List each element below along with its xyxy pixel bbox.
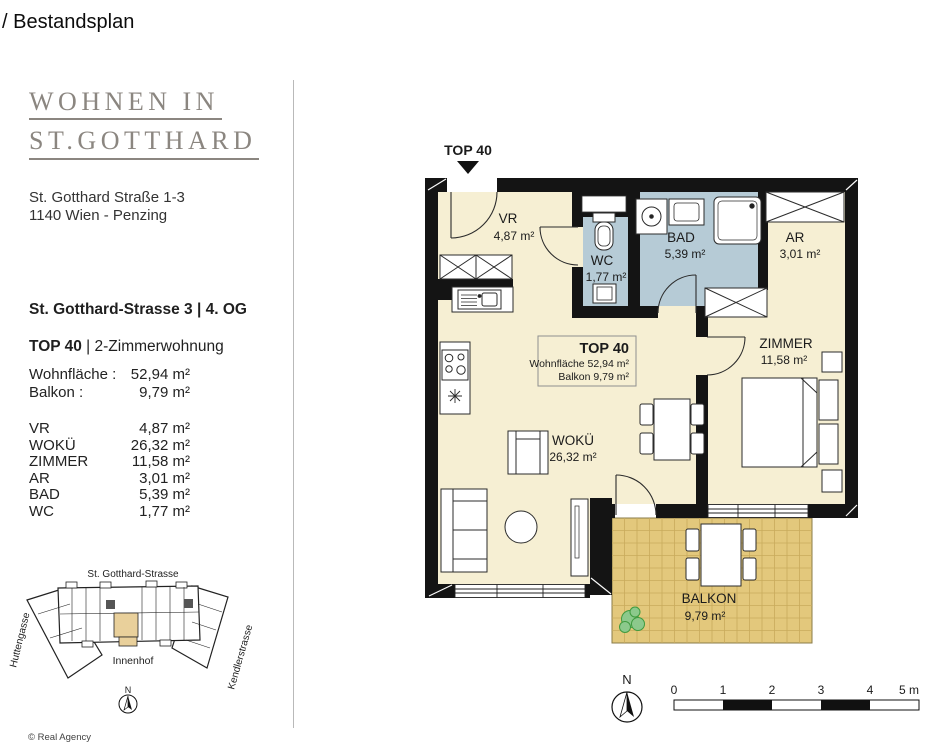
bedroom-window [708,505,808,518]
room-label-wokü: WOKÜ [552,433,594,448]
room-area-ar: 3,01 m² [779,247,821,261]
summary-label: Balkon : [29,383,84,401]
room-value: 4,87 m² [139,420,190,437]
scale-bar [671,683,919,710]
storage-wardrobe [766,192,844,222]
room-area-table [29,421,190,521]
page-title: / Bestandsplan [2,11,135,33]
unit-title [29,338,224,356]
room-value: 11,58 m² [131,453,190,471]
kitchen-stove [440,342,470,414]
unit-type: | 2-Zimmerwohnung [81,338,224,355]
logo-line-2: ST.GOTTHARD [29,127,259,159]
room-value: 5,39 m² [139,486,190,504]
area-summary [29,366,190,401]
room-label-ar: AR [785,230,805,245]
project-address [29,189,185,225]
room-row [29,504,190,521]
scale-tick-1: 1 [719,683,727,697]
tv-board [571,499,588,576]
site-plan [5,555,287,730]
summary-value: 52,94 m² [130,366,190,383]
site-compass-icon [119,685,137,713]
living-room-window [455,585,585,598]
room-label: VR [29,420,50,437]
armchair [508,431,548,474]
room-value: 3,01 m² [139,469,190,487]
logo-line-1: WOHNEN IN [29,88,222,120]
room-label-vr: VR [498,211,518,226]
scale-tick-3: 3 [817,683,825,697]
sofa [441,489,487,572]
room-area-vr: 4,87 m² [493,229,535,243]
room-label-balkon: BALKON [681,591,737,606]
nightstand [819,380,838,420]
logo [29,88,259,160]
shower [714,197,761,244]
site-compass-label: N [124,685,132,695]
toilet [593,213,615,250]
bath-basin [669,199,704,225]
address-line-2: 1140 Wien - Penzing [29,207,168,224]
room-area-zimmer: 11,58 m² [760,353,808,367]
room-label: WOKÜ [29,436,76,454]
street-label-right: Kendlerstrasse [226,623,256,691]
info-box-balcony-area: Balkon 9,79 m² [558,371,629,383]
nightstand [819,424,838,464]
summary-row [29,366,190,384]
room-label-bad: BAD [667,230,695,245]
room-value: 26,32 m² [130,436,190,454]
room-row [29,454,190,471]
room-label: AR [29,469,50,487]
floor-plan [410,130,930,752]
unit-location: St. Gotthard-Strasse 3 | 4. OG [29,301,247,318]
kitchen-sink-counter [452,287,513,312]
unit-marker-arrow-icon [457,161,479,174]
room-area-wokü: 26,32 m² [549,450,597,464]
hall-wardrobe [440,255,512,279]
room-row [29,421,190,438]
unit-marker-label: TOP 40 [444,142,492,158]
room-row [29,438,190,455]
summary-value: 9,79 m² [139,383,190,401]
address-line-1: St. Gotthard Straße 1-3 [29,189,185,206]
unit-marker [444,142,492,174]
compass-label: N [622,672,632,687]
room-label: WC [29,502,54,520]
summary-row [29,384,190,402]
room-label: BAD [29,486,60,504]
bedroom-wardrobe [705,288,767,317]
street-label-top: St. Gotthard-Strasse [87,569,179,580]
compass-icon [612,672,642,722]
room-label: ZIMMER [29,453,89,471]
unit-number: TOP 40 [29,338,82,355]
coffee-table [505,511,537,543]
scale-tick-4: 4 [866,683,874,697]
info-box-title: TOP 40 [579,341,629,357]
washing-machine [636,199,667,234]
scale-tick-5: 5 m [898,683,920,697]
room-value: 1,77 m² [139,502,190,520]
room-label-zimmer: ZIMMER [759,336,813,351]
scale-tick-2: 2 [768,683,776,697]
dishwasher-symbol [448,389,462,403]
room-label-wc: WC [590,253,614,268]
wc-basin [593,284,616,303]
street-label-left: Huttengasse [8,611,33,669]
installation-shaft [582,196,626,212]
sidebar-divider [293,80,294,728]
info-box-living-area: Wohnfläche 52,94 m² [529,358,629,370]
summary-label: Wohnfläche : [29,366,117,383]
room-area-wc: 1,77 m² [585,270,627,284]
room-area-balkon: 9,79 m² [684,609,726,623]
room-row [29,487,190,504]
room-area-bad: 5,39 m² [664,247,706,261]
room-row [29,471,190,488]
courtyard-label: Innenhof [112,655,154,667]
copyright: © Real Agency [28,732,91,743]
scale-tick-0: 0 [670,683,678,697]
